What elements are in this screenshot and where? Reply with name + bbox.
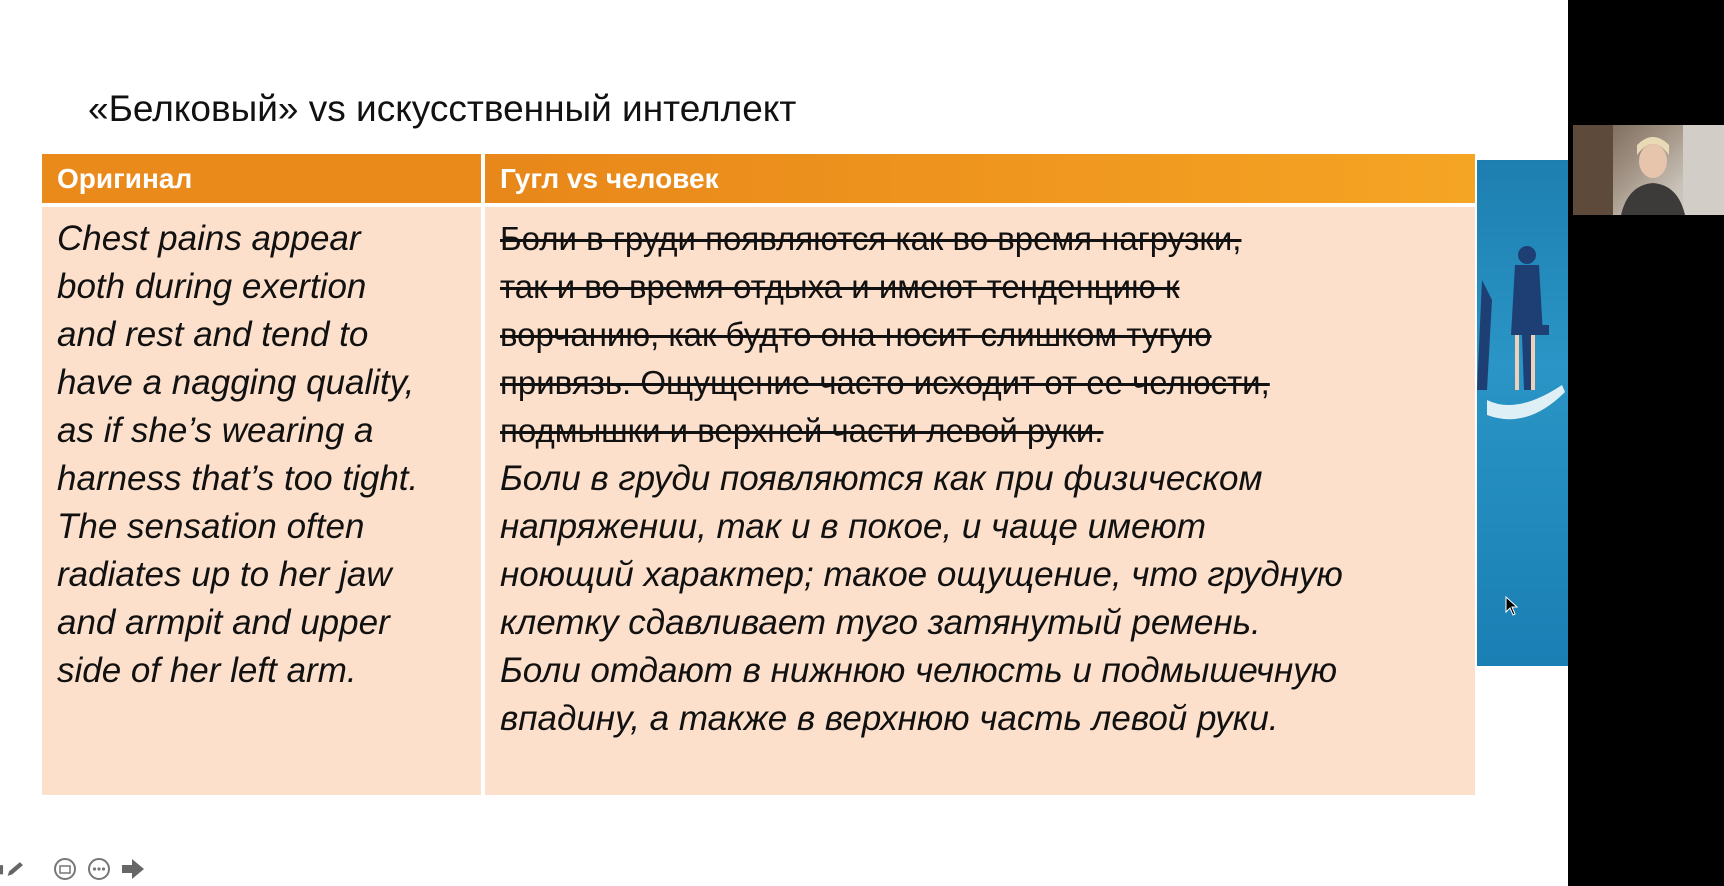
slide-title: «Белковый» vs искусственный интеллект — [88, 88, 797, 129]
original-text: Chest pains appear both during exertion and rest and tend to have a nagging quality, as if she’s wearing a harness that’s too tight. The sensation often radiates up to her jaw and armpit and upper side of her left arm. — [57, 219, 419, 690]
webcam-thumbnail — [1573, 125, 1724, 215]
presentation-toolbar — [0, 856, 200, 884]
google-translation-struck: Боли в груди появляются как во время нагрузки, так и во время отдыха и имеют тенденцию к ворчанию, как будто она носит слишком тугую привязь. Ощущение часто исходит от ее челюсти, подмышки и верхней части левой руки. — [500, 220, 1270, 449]
human-translation: Боли в груди появляются как при физическом напряжении, так и в покое, и чаще имеют ноющий характер; такое ощущение, что грудную клетку сдавливает туго затянутый ремень. Боли отдают в нижнюю челюсть и подмышечную впадину, а также в верхнюю часть левой руки. — [500, 459, 1343, 738]
mouse-cursor-icon — [1505, 596, 1519, 621]
pen-icon[interactable] — [0, 856, 26, 882]
subtitles-icon[interactable] — [52, 856, 78, 882]
cell-translation — [485, 207, 1475, 795]
next-arrow-icon[interactable] — [120, 856, 146, 882]
header-google-vs-human: Гугл vs человек — [485, 154, 1475, 203]
header-original: Оригинал — [42, 154, 481, 203]
more-icon[interactable] — [86, 856, 112, 882]
comparison-table — [42, 154, 1475, 795]
cell-original — [42, 207, 481, 795]
decorative-business-image — [1477, 160, 1568, 666]
